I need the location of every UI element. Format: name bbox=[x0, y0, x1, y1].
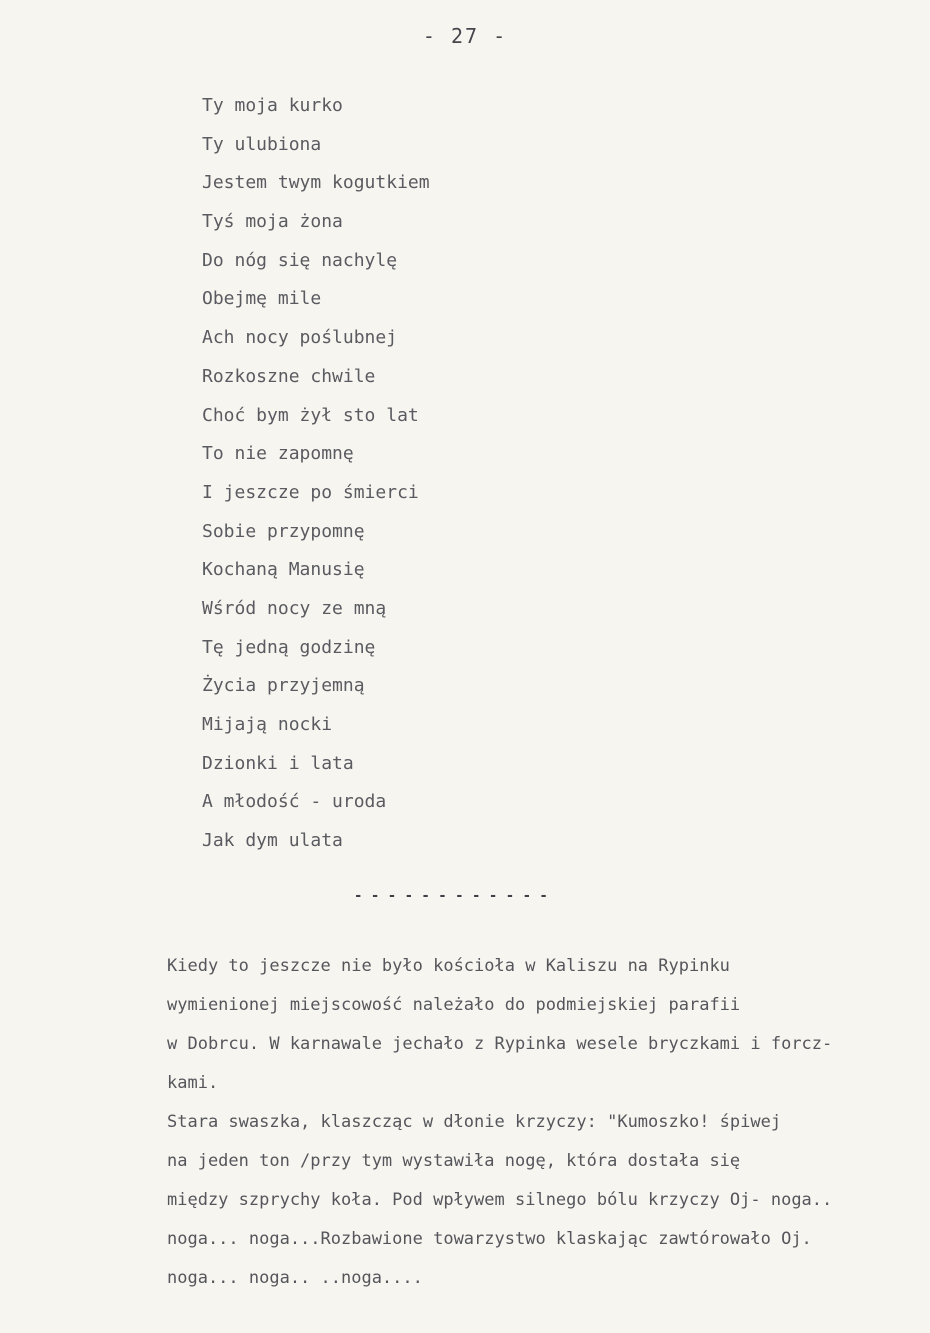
prose-line: noga... noga.. ..noga.... bbox=[167, 1268, 423, 1288]
poem-line: Jestem twym kogutkiem bbox=[202, 172, 430, 194]
poem-line: Ty moja kurko bbox=[202, 95, 343, 116]
poem-line: Dzionki i lata bbox=[202, 752, 354, 774]
prose-line: wymienionej miejscowość należało do podmiejskiej parafii bbox=[167, 995, 741, 1015]
poem-line: Rozkoszne chwile bbox=[202, 365, 376, 387]
poem-line: Tę jedną godzinę bbox=[202, 636, 376, 658]
poem-line: Tyś moja żona bbox=[202, 211, 343, 233]
prose-line: noga... noga...Rozbawione towarzystwo klaskając zawtórowało Oj. bbox=[167, 1229, 812, 1249]
poem-line: Wśród nocy ze mną bbox=[202, 597, 387, 619]
prose-paragraph bbox=[167, 952, 907, 1303]
poem-line: To nie zapomnę bbox=[202, 443, 354, 465]
section-divider: - - - - - - - - - - - - bbox=[354, 888, 548, 904]
poem-line: Choć bym żył sto lat bbox=[202, 404, 419, 426]
poem-line: Życia przyjemną bbox=[202, 675, 365, 697]
poem-line: A młodość - uroda bbox=[202, 791, 387, 813]
poem-line: Sobie przypomnę bbox=[202, 520, 365, 542]
poem bbox=[202, 92, 622, 866]
prose-line: w Dobrcu. W karnawale jechało z Rypinka wesele bryczkami i forcz- bbox=[167, 1034, 833, 1054]
prose-line: Kiedy to jeszcze nie było kościoła w Kaliszu na Rypinku bbox=[167, 956, 730, 976]
poem-line: Ty ulubiona bbox=[202, 133, 322, 155]
poem-line: Kochaną Manusię bbox=[202, 559, 365, 581]
poem-line: I jeszcze po śmierci bbox=[202, 481, 419, 503]
poem-line: Jak dym ulata bbox=[202, 830, 343, 852]
prose-line: kami. bbox=[167, 1073, 219, 1093]
poem-line: Mijają nocki bbox=[202, 714, 333, 735]
poem-line: Do nóg się nachylę bbox=[202, 249, 398, 271]
prose-line: Stara swaszka, klaszcząc w dłonie krzyczy: "Kumoszko! śpiwej bbox=[167, 1112, 782, 1132]
page-number: - 27 - bbox=[422, 24, 508, 48]
poem-line: Ach nocy poślubnej bbox=[202, 327, 398, 349]
prose-line: między szprychy koła. Pod wpływem silnego bólu krzyczy Oj- noga.. bbox=[167, 1190, 833, 1210]
poem-line: Obejmę mile bbox=[202, 288, 322, 310]
prose-line: na jeden ton /przy tym wystawiła nogę, która dostała się bbox=[167, 1151, 741, 1171]
